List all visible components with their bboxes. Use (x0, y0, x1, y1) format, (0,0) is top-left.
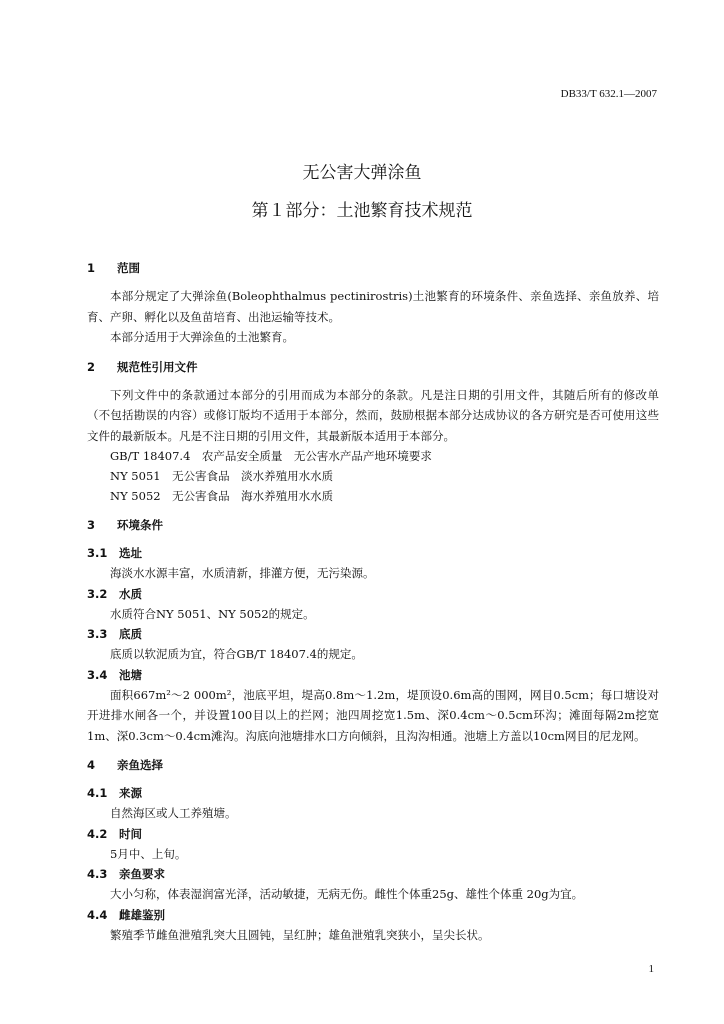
subsection-heading: 4.3 亲鱼要求 (87, 867, 165, 881)
subsection-text: 海淡水水源丰富，水质清新，排灌方便，无污染源。 (110, 566, 375, 580)
reference-item: NY 5051 无公害食品 淡水养殖用水水质 (110, 469, 334, 483)
subsection-heading: 3.1 选址 (87, 546, 142, 560)
reference-item: NY 5052 无公害食品 海水养殖用水水质 (110, 489, 334, 503)
subsection-heading: 4.1 来源 (87, 786, 142, 800)
section-1-heading: 1 范围 (87, 261, 140, 275)
section-1-paragraph: 本部分规定了大弹涂鱼(Boleophthalmus pectinirostris)土池繁育的环境条件、亲鱼选择、亲鱼放养、培育、产卵、孵化以及鱼苗培育、出池运输等技术。 (87, 289, 659, 324)
subsection-heading: 3.2 水质 (87, 586, 142, 601)
reference-item: GB/T 18407.4 农产品安全质量 无公害水产品产地环境要求 (110, 449, 432, 463)
subsection-text: 自然海区或人工养殖塘。 (110, 806, 237, 820)
subsection-text: 面积667m²～2 000m²，池底平坦，堤高0.8m～1.2m，堤顶设0.6m高的围网，网目0.5cm；每口塘设对开进排水闸各一个，并设置100目以上的拦网；池四周挖宽1.5m、深0.4cm～0.5cm环沟；滩面每隔2m挖宽1m、深0.3cm～0.4cm滩沟。沟底向池塘排水口方向倾斜，且沟沟相通。池塘上方盖以10cm网目的尼龙网。 (87, 687, 659, 743)
page-number: 1 (648, 963, 654, 975)
document-subtitle: 第１部分：土池繁育技术规范 (251, 201, 473, 221)
section-2-paragraph: 下列文件中的条款通过本部分的引用而成为本部分的条款。凡是注日期的引用文件，其随后所有的修改单（不包括勘误的内容）或修订版均不适用于本部分，然而，鼓励根据本部分达成协议的各方研究是否可使用这些文件的最新版本。凡是不注日期的引用文件，其最新版本适用于本部分。 (87, 387, 659, 443)
subsection-text: 繁殖季节雌鱼泄殖乳突大且圆钝，呈红肿；雄鱼泄殖乳突狭小，呈尖长状。 (110, 927, 490, 942)
subsection-text: 5月中、上旬。 (110, 846, 187, 861)
subsection-heading: 3.4 池塘 (87, 667, 142, 682)
section-3-heading: 3 环境条件 (87, 518, 163, 532)
subsection-heading: 3.3 底质 (87, 627, 142, 641)
section-4-heading: 4 亲鱼选择 (87, 758, 163, 772)
section-1-paragraph-2: 本部分适用于大弹涂鱼的土池繁育。 (110, 330, 294, 344)
subsection-text: 底质以软泥质为宜，符合GB/T 18407.4的规定。 (110, 647, 363, 661)
subsection-heading: 4.2 时间 (87, 826, 142, 841)
subsection-heading: 4.4 雌雄鉴别 (87, 907, 165, 922)
document-body (87, 258, 659, 945)
section-2-heading: 2 规范性引用文件 (87, 359, 198, 374)
document-title: 无公害大弹涂鱼 (302, 163, 422, 183)
subsection-text: 水质符合NY 5051、NY 5052的规定。 (110, 606, 315, 621)
standard-code: DB33/T 632.1—2007 (560, 88, 657, 100)
subsection-text: 大小匀称，体表湿润富光泽，活动敏捷，无病无伤。雌性个体重25g、雄性个体重 20g为宜。 (110, 887, 584, 901)
